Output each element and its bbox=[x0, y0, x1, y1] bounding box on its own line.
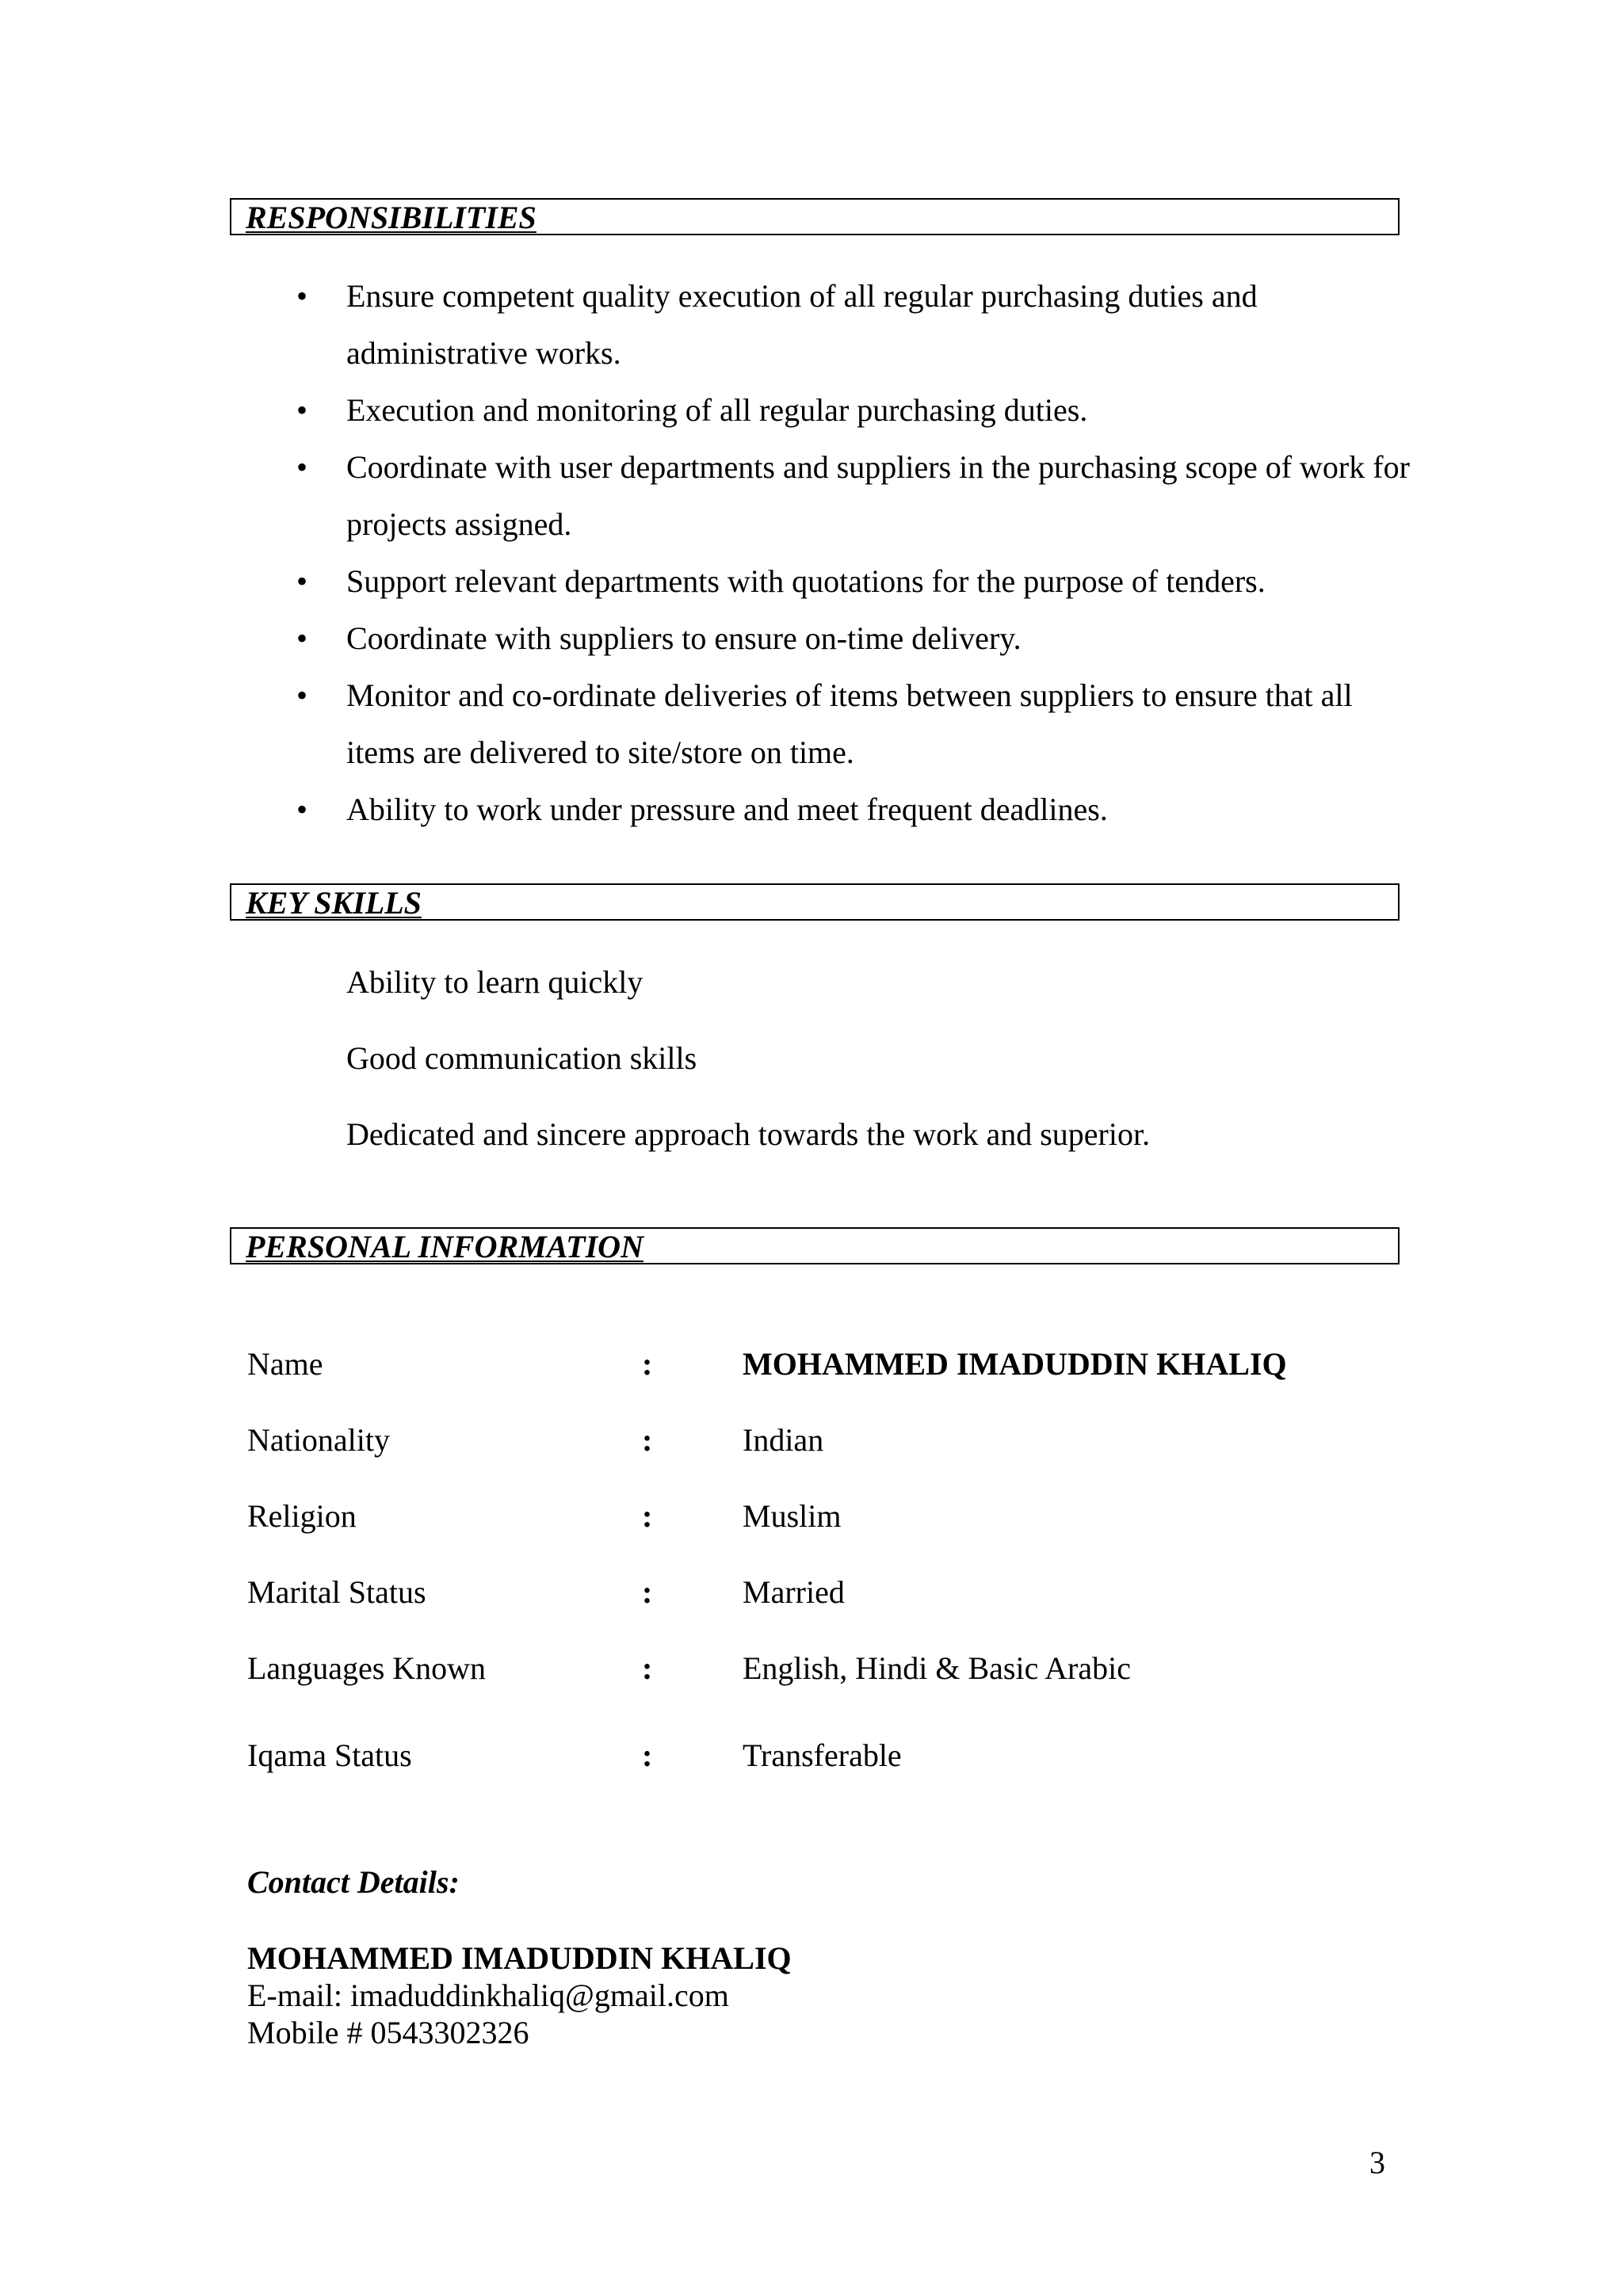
info-row-languages-known bbox=[0, 1645, 1623, 1692]
bullet-icon: • bbox=[296, 620, 308, 656]
responsibility-text: Coordinate with suppliers to ensure on-time delivery. bbox=[346, 620, 1022, 656]
info-label: Marital Status bbox=[247, 1574, 426, 1610]
responsibility-text: Monitor and co-ordinate deliveries of items between suppliers to ensure that all items are delivered to site/store on time. bbox=[346, 677, 1353, 770]
responsibility-text: Support relevant departments with quotations for the purpose of tenders. bbox=[346, 563, 1266, 599]
info-separator: : bbox=[642, 1498, 653, 1534]
list-item bbox=[0, 553, 1623, 610]
info-separator: : bbox=[642, 1737, 653, 1773]
list-item bbox=[0, 439, 1623, 553]
list-item bbox=[0, 382, 1623, 439]
info-value: Married bbox=[743, 1574, 845, 1610]
info-value: MOHAMMED IMADUDDIN KHALIQ bbox=[743, 1346, 1287, 1382]
list-item bbox=[0, 610, 1623, 667]
skill-item: Good communication skills bbox=[346, 1040, 697, 1076]
info-label: Religion bbox=[247, 1498, 357, 1534]
skill-item: Ability to learn quickly bbox=[346, 964, 643, 1000]
info-separator: : bbox=[642, 1346, 653, 1382]
list-item bbox=[0, 268, 1623, 382]
responsibility-text: Coordinate with user departments and suppliers in the purchasing scope of work for projects assigned. bbox=[346, 449, 1410, 542]
info-row-religion bbox=[0, 1493, 1623, 1540]
responsibility-text: Ensure competent quality execution of all regular purchasing duties and administrative works. bbox=[346, 278, 1258, 371]
info-label: Iqama Status bbox=[247, 1737, 412, 1773]
bullet-icon: • bbox=[296, 677, 308, 713]
bullet-icon: • bbox=[296, 449, 308, 485]
personal-information-header-box bbox=[230, 1227, 1400, 1264]
info-value: English, Hindi & Basic Arabic bbox=[743, 1650, 1131, 1686]
info-separator: : bbox=[642, 1574, 653, 1610]
key-skills-header-box bbox=[230, 883, 1400, 921]
bullet-icon: • bbox=[296, 278, 308, 314]
list-item bbox=[0, 781, 1623, 838]
contact-mobile: Mobile # 0543302326 bbox=[247, 2015, 529, 2050]
contact-details-heading: Contact Details: bbox=[247, 1864, 460, 1900]
bullet-icon: • bbox=[296, 392, 308, 428]
info-separator: : bbox=[642, 1422, 653, 1458]
responsibilities-header-box bbox=[230, 198, 1400, 235]
key-skills-heading: KEY SKILLS bbox=[246, 885, 422, 921]
contact-name: MOHAMMED IMADUDDIN KHALIQ bbox=[247, 1940, 792, 1976]
skill-item: Dedicated and sincere approach towards the work and superior. bbox=[346, 1116, 1151, 1152]
responsibilities-list bbox=[0, 268, 1623, 838]
list-item bbox=[0, 667, 1623, 781]
info-label: Name bbox=[247, 1346, 323, 1382]
responsibility-text: Ability to work under pressure and meet frequent deadlines. bbox=[346, 791, 1108, 827]
info-value: Muslim bbox=[743, 1498, 842, 1534]
info-label: Nationality bbox=[247, 1422, 390, 1458]
info-value: Transferable bbox=[743, 1737, 902, 1773]
page-number: 3 bbox=[1369, 2145, 1385, 2180]
info-separator: : bbox=[642, 1650, 653, 1686]
bullet-icon: • bbox=[296, 563, 308, 599]
responsibility-text: Execution and monitoring of all regular purchasing duties. bbox=[346, 392, 1088, 428]
bullet-icon: • bbox=[296, 791, 308, 827]
responsibilities-heading: RESPONSIBILITIES bbox=[246, 200, 537, 235]
contact-email: E-mail: imaduddinkhaliq@gmail.com bbox=[247, 1978, 729, 2013]
info-row-marital-status bbox=[0, 1569, 1623, 1616]
info-label: Languages Known bbox=[247, 1650, 487, 1686]
info-row-name bbox=[0, 1341, 1623, 1388]
info-row-nationality bbox=[0, 1417, 1623, 1464]
personal-information-heading: PERSONAL INFORMATION bbox=[246, 1229, 643, 1264]
info-value: Indian bbox=[743, 1422, 824, 1458]
info-row-iqama-status bbox=[0, 1732, 1623, 1779]
